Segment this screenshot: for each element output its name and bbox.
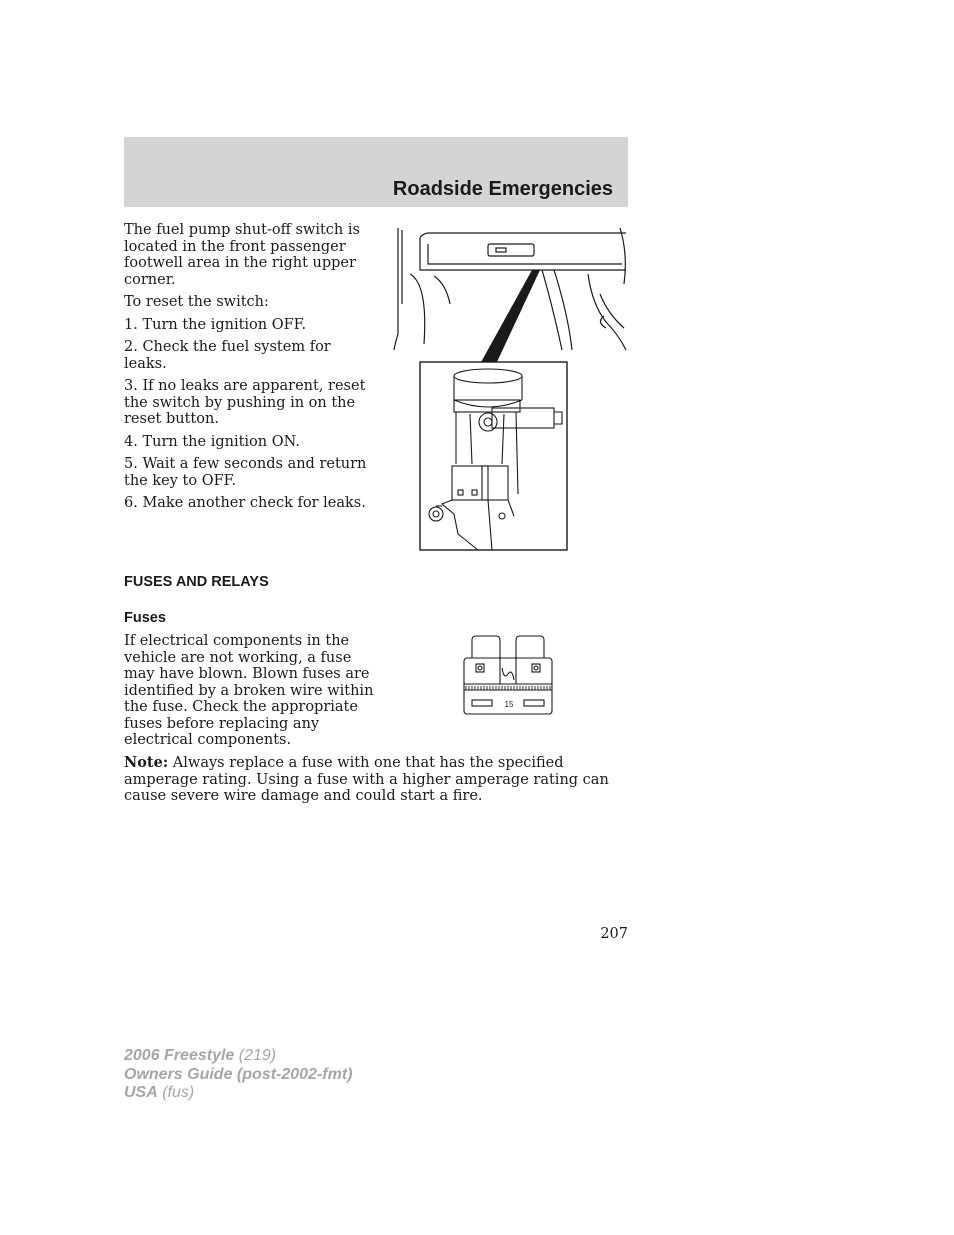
note-label: Note:: [124, 754, 169, 771]
footer-market: USA: [124, 1084, 158, 1101]
fuel-pump-switch-illustration: [392, 224, 632, 554]
document-footer: [124, 1047, 352, 1103]
step-item: 4. Turn the ignition ON.: [124, 433, 300, 450]
note-paragraph: [124, 755, 628, 805]
page-title: Roadside Emergencies: [392, 178, 613, 200]
reset-lead: To reset the switch:: [124, 294, 269, 310]
footer-line-2: [124, 1066, 352, 1085]
blade-fuse-icon: [462, 634, 554, 716]
step-item: 3. If no leaks are apparent, reset the switch by pushing in on the reset button.: [124, 378, 366, 427]
fuses-paragraph: If electrical components in the vehicle are not working, a fuse may have blown. Blown fuses are identified by a broken wire within the fuse. Check the appropriate fuses before replacing any electrical components.: [124, 633, 374, 748]
footer-market-code: (fus): [157, 1084, 195, 1101]
step-item: 6. Make another check for leaks.: [124, 495, 366, 511]
footer-line-1: [124, 1047, 352, 1066]
intro-paragraph: The fuel pump shut-off switch is located in the front passenger footwell area in the right upper corner.: [124, 222, 360, 288]
step-item: 1. Turn the ignition OFF.: [124, 316, 307, 333]
page-number: 207: [600, 926, 628, 942]
section-heading: FUSES AND RELAYS: [124, 574, 269, 590]
sub-heading: Fuses: [124, 610, 166, 626]
footer-model-code: (219): [234, 1047, 277, 1064]
footer-guide: Owners Guide (post-2002-fmt): [124, 1065, 353, 1083]
header-band: [124, 137, 628, 207]
footer-model: 2006 Freestyle: [124, 1047, 235, 1064]
step-item: 2. Check the fuel system for leaks.: [124, 339, 331, 372]
fuse-rating-label: 15: [504, 700, 514, 709]
footer-line-3: [124, 1084, 352, 1103]
intro-text: [124, 222, 374, 518]
note-text: Always replace a fuse with one that has the specified amperage rating. Using a fuse with a higher amperage rating can cause severe wire damage and could start a fire.: [124, 755, 609, 804]
step-item: 5. Wait a few seconds and return the key to OFF.: [124, 456, 367, 489]
